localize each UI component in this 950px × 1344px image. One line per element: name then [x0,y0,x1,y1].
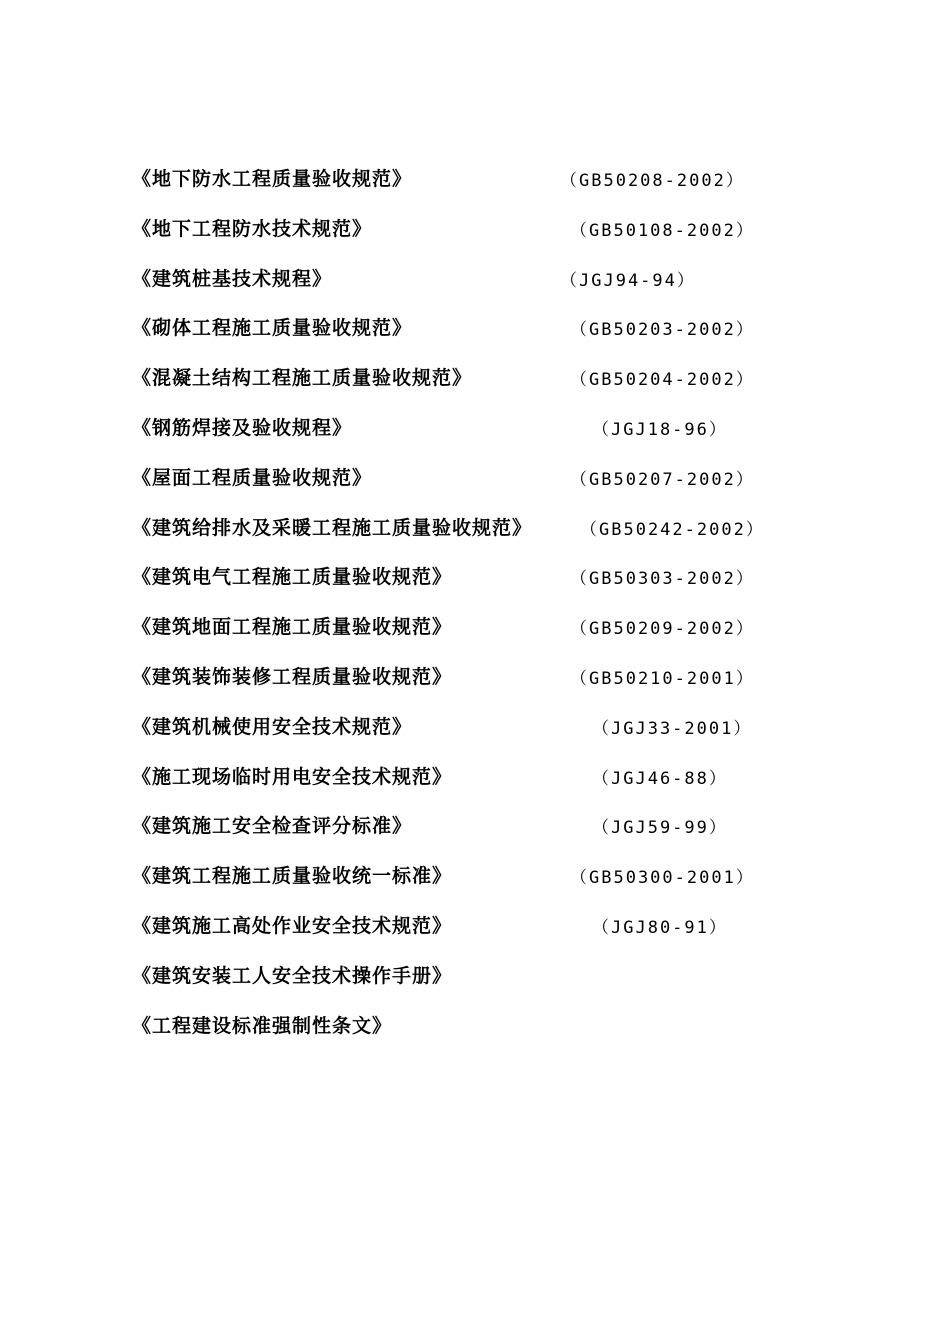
standard-code: （GB50209-2002） [570,619,755,640]
standard-code: （GB50300-2001） [570,868,755,889]
list-item [132,413,772,463]
standard-code: （GB50204-2002） [570,370,755,391]
list-item [132,313,772,363]
standard-title: 《建筑地面工程施工质量验收规范》 [132,616,453,639]
standard-code: （JGJ94-94） [560,270,696,291]
list-item [132,911,772,961]
standard-title: 《屋面工程质量验收规范》 [132,466,373,489]
standard-code: （GB50208-2002） [560,171,745,191]
standard-code: （JGJ80-91） [592,917,728,938]
standard-title: 《建筑电气工程施工质量验收规范》 [132,566,453,589]
standard-title: 《砌体工程施工质量验收规范》 [132,317,413,340]
standard-code: （GB50203-2002） [570,320,755,341]
standard-title: 《建筑施工安全检查评分标准》 [132,815,413,838]
standard-title: 《建筑施工高处作业安全技术规范》 [132,914,453,937]
list-item [132,612,772,662]
list-item [132,264,772,314]
list-item [132,562,772,612]
list-item [132,861,772,911]
standard-code: （GB50210-2001） [570,668,755,689]
list-item [132,214,772,264]
standard-title: 《建筑工程施工质量验收统一标准》 [132,865,453,888]
list-item [132,811,772,861]
standard-title: 《地下工程防水技术规范》 [132,217,373,240]
standard-title: 《工程建设标准强制性条文》 [132,1014,393,1037]
list-item [132,662,772,712]
standard-title: 《建筑桩基技术规程》 [132,267,333,290]
standard-code: （GB50242-2002） [580,519,765,540]
standard-code: （GB50207-2002） [570,469,755,490]
standard-code: （GB50303-2002） [570,569,755,590]
standard-title: 《地下防水工程质量验收规范》 [132,168,413,190]
standard-code: （JGJ46-88） [592,768,728,789]
standards-list [132,164,772,1060]
list-item [132,961,772,1011]
standard-code: （GB50108-2002） [570,220,755,241]
standard-title: 《建筑机械使用安全技术规范》 [132,715,413,738]
list-item [132,712,772,762]
standard-title: 《钢筋焊接及验收规程》 [132,416,353,439]
list-item [132,363,772,413]
standard-title: 《施工现场临时用电安全技术规范》 [132,765,453,788]
list-item [132,762,772,812]
standard-title: 《建筑装饰装修工程质量验收规范》 [132,665,453,688]
list-item [132,164,772,214]
standard-code: （JGJ18-96） [592,419,728,440]
list-item [132,463,772,513]
standard-title: 《建筑给排水及采暖工程施工质量验收规范》 [132,516,533,539]
standard-title: 《建筑安装工人安全技术操作手册》 [132,964,453,987]
standard-code: （JGJ33-2001） [592,718,753,739]
standard-title: 《混凝土结构工程施工质量验收规范》 [132,367,473,390]
standard-code: （JGJ59-99） [592,818,728,839]
list-item [132,1011,772,1061]
list-item [132,513,772,563]
